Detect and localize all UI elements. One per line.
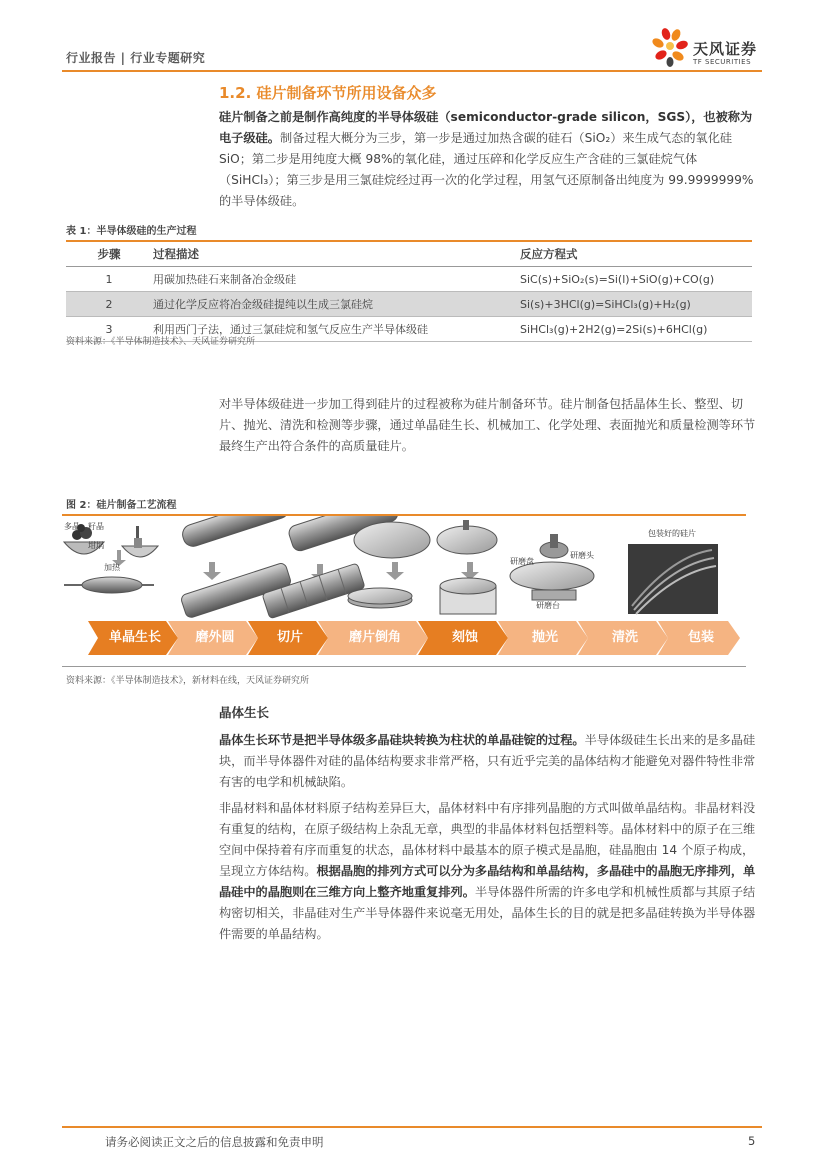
label-yanmopan: 研磨盘 [510,557,534,566]
intro-rest: 制备过程大概分为三步，第一步是通过加热含碳的硅石（SiO₂）来生成气态的氧化硅 SiO；第二步是用纯度大概 98%的氧化硅，通过压碎和化学反应生产含硅的三氯硅烷气体（SiHCl₃）；第三步是用三氯硅烷经过再一次的化学过程，用氢气还原制备出纯度为 99.9999999%的半导体级硅。 [219,131,754,208]
label-jiare: 加热 [104,563,120,572]
process-table [66,240,752,342]
crystal-p1-rest: 半导体级硅生长出来的是多晶硅块，而半导体器件对硅的晶体结构要求非常严格，只有近乎完美的晶体结构才能避免对器件特性非常有害的电学和机械缺陷。 [219,733,756,789]
crystal-p1-bold: 晶体生长环节是把半导体级多晶硅块转换为柱状的单晶硅锭的过程。 [219,733,585,747]
page-number: 5 [748,1134,756,1148]
table-header-desc: 过程描述 [152,241,519,267]
header-breadcrumb: 行业报告 | 行业专题研究 [66,51,206,65]
table-header-row [66,241,752,267]
header-rule [62,70,762,72]
company-logo [650,26,770,70]
crucible-illustration [64,524,158,593]
label-zuoguo: 坩埚 [88,541,104,550]
subsection-heading: 晶体生长 [219,705,270,720]
flow-step-1: 单晶生长 [108,630,161,645]
table-cell: Si(s)+3HCl(g)=SiHCl₃(g)+H₂(g) [519,292,752,317]
intro-paragraph [219,107,764,212]
intro-bold: 硅片制备之前是制作高纯度的半导体级硅（semiconductor-grade silicon，SGS），也被称为电子级硅。 [219,110,753,145]
flow-step-5: 刻蚀 [451,630,478,645]
flow-step-6: 抛光 [531,630,558,645]
table-cell: SiHCl₃(g)+2H2(g)=2Si(s)+6HCl(g) [519,317,752,342]
table-source: 资料来源：《半导体制造技术》、天风证券研究所 [66,337,256,347]
label-duojing: 多晶 [64,522,80,531]
packed-wafers-photo [628,544,718,614]
logo-text-en: TF SECURITIES [693,58,752,66]
table-row [66,267,752,292]
table-header-equation: 反应方程式 [519,241,752,267]
flow-step-7: 清洗 [611,630,638,645]
label-yanmotai: 研磨台 [536,601,560,610]
flow-step-4: 磨片倒角 [348,630,401,645]
flow-step-3: 切片 [276,630,303,645]
table-cell: SiC(s)+SiO₂(s)=Si(l)+SiO(g)+CO(g) [519,267,752,292]
crystal-paragraph-1 [219,730,764,793]
footer-rule [62,1126,762,1128]
wafer-prep-paragraph: 对半导体级硅进一步加工得到硅片的过程被称为硅片制备环节。硅片制备包括晶体生长、整型、切片、抛光、清洗和检测等步骤，通过单晶硅生长、机械加工、化学处理、表面抛光和质量检测等环节最终生产出符合条件的高质量硅片。 [219,397,756,453]
figure-caption: 图 2：硅片制备工艺流程 [66,500,177,511]
table-header-step: 步骤 [66,241,152,267]
flow-step-2: 磨外圆 [195,630,235,645]
table-cell: 3 [66,317,152,342]
table-cell: 2 [66,292,152,317]
table-caption: 表 1：半导体级硅的生产过程 [66,226,197,237]
table-cell: 用碳加热硅石来制备冶金级硅 [152,267,519,292]
label-zijing: 籽晶 [88,522,104,531]
crystal-p2-bold: 根据晶胞的排列方式可以分为多晶结构和单晶结构，多晶硅中的晶胞无序排列，单晶硅中的晶胞则在三维方向上整齐地重复排列。 [219,864,756,899]
label-packed: 包装好的硅片 [648,529,696,538]
crystal-p2-c: 半导体器件所需的许多电学和机械性质都与其原子结构密切相关，非晶硅对生产半导体器件来说毫无用处，晶体生长的目的就是把多晶硅转换为半导体器件需要的单晶结构。 [219,885,756,941]
crystal-p2-a: 非晶材料和晶体材料原子结构差异巨大，晶体材料中有序排列晶胞的方式叫做单晶结构。非晶材料没有重复的结构，在原子级结构上杂乱无章，典型的非晶体材料包括塑料等。晶体材料中的原子在三维空间中保持着有序而重复的状态，晶体材料中最基本的原子模式是晶胞，硅晶胞由 14 个原子构成，呈现立方体结构。 [219,801,756,878]
logo-text-cn: 天风证券 [693,40,758,58]
footer-disclaimer: 请务必阅读正文之后的信息披露和免责申明 [105,1135,324,1149]
table-row [66,292,752,317]
table-cell: 1 [66,267,152,292]
section-title: 1.2. 硅片制备环节所用设备众多 [219,84,437,102]
figure-source: 资料来源：《半导体制造技术》，新材料在线，天风证券研究所 [66,676,310,686]
table-cell: 利用西门子法，通过三氯硅烷和氢气反应生产半导体级硅 [152,317,519,342]
logo-flower-icon [650,26,690,70]
table-cell: 通过化学反应将冶金级硅提纯以生成三氯硅烷 [152,292,519,317]
flow-step-8: 包装 [687,630,714,645]
process-flow [88,621,740,655]
label-yanmotou: 研磨头 [570,551,594,560]
crystal-paragraph-2 [219,798,764,945]
